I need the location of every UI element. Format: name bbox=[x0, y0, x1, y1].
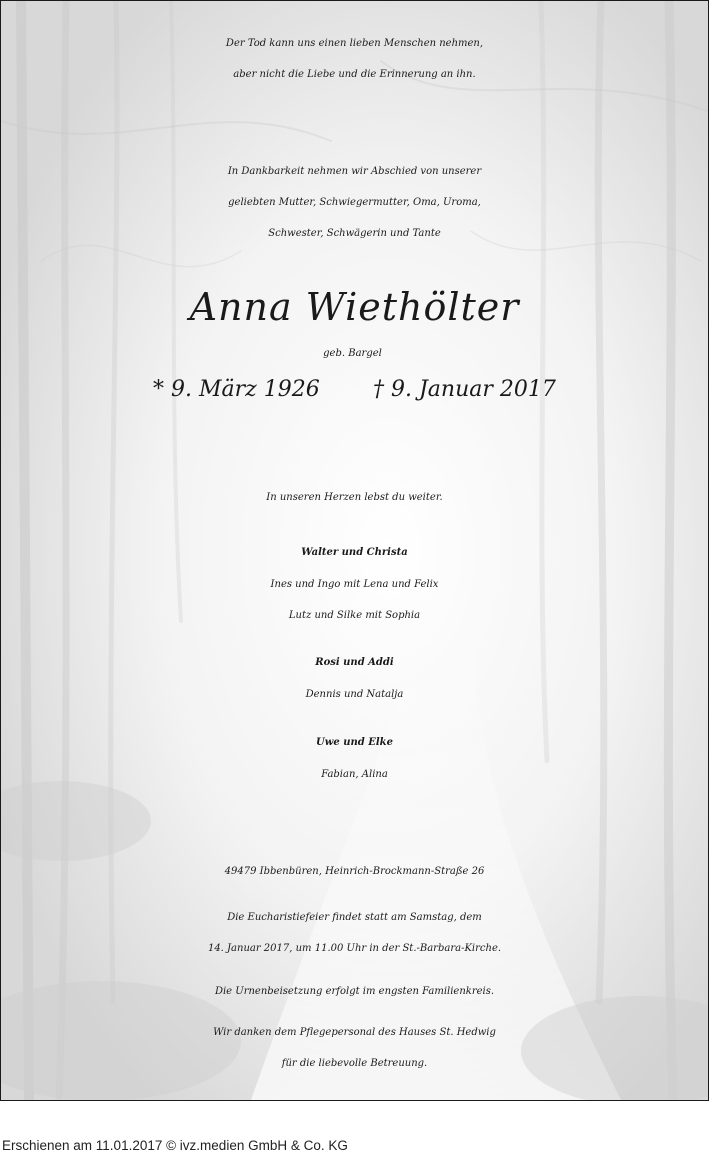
maiden-name: geb. Bargel bbox=[323, 348, 382, 359]
motto: In unseren Herzen lebst du weiter. bbox=[266, 492, 443, 503]
intro-line-2: geliebten Mutter, Schwiegermutter, Oma, Uroma, bbox=[228, 197, 481, 208]
quote-line-1: Der Tod kann uns einen lieben Menschen nehmen, bbox=[225, 38, 484, 49]
thanks-line-1: Wir danken dem Pflegepersonal des Hauses St. Hedwig bbox=[213, 1027, 496, 1038]
family-1-head: Walter und Christa bbox=[301, 547, 408, 558]
mass-line-2: 14. Januar 2017, um 11.00 Uhr in der St.-Barbara-Kirche. bbox=[207, 943, 502, 954]
death-date: † 9. Januar 2017 bbox=[373, 377, 556, 402]
address: 49479 Ibbenbüren, Heinrich-Brockmann-Straße 26 bbox=[224, 866, 485, 877]
family-3-line-1: Fabian, Alina bbox=[321, 769, 388, 780]
publication-credit: Erschienen am 11.01.2017 © ivz.medien GmbH & Co. KG bbox=[2, 1138, 348, 1153]
intro-line-3: Schwester, Schwägerin und Tante bbox=[268, 228, 441, 239]
family-2-head: Rosi und Addi bbox=[315, 657, 394, 668]
family-1-line-1: Ines und Ingo mit Lena und Felix bbox=[270, 579, 439, 590]
intro-line-1: In Dankbarkeit nehmen wir Abschied von unserer bbox=[227, 166, 482, 177]
quote-line-2: aber nicht die Liebe und die Erinnerung an ihn. bbox=[233, 69, 476, 80]
family-2-line-1: Dennis und Natalja bbox=[305, 689, 404, 700]
family-3-head: Uwe und Elke bbox=[316, 737, 393, 748]
family-1-line-2: Lutz und Silke mit Sophia bbox=[288, 610, 421, 621]
deceased-name: Anna Wiethölter bbox=[189, 285, 520, 329]
mass-line-1: Die Eucharistiefeier findet statt am Samstag, dem bbox=[227, 912, 482, 923]
life-dates bbox=[1, 374, 708, 405]
thanks-line-2: für die liebevolle Betreuung. bbox=[281, 1058, 428, 1069]
burial-info: Die Urnenbeisetzung erfolgt im engsten Familienkreis. bbox=[214, 986, 495, 997]
birth-date: * 9. März 1926 bbox=[153, 377, 320, 402]
